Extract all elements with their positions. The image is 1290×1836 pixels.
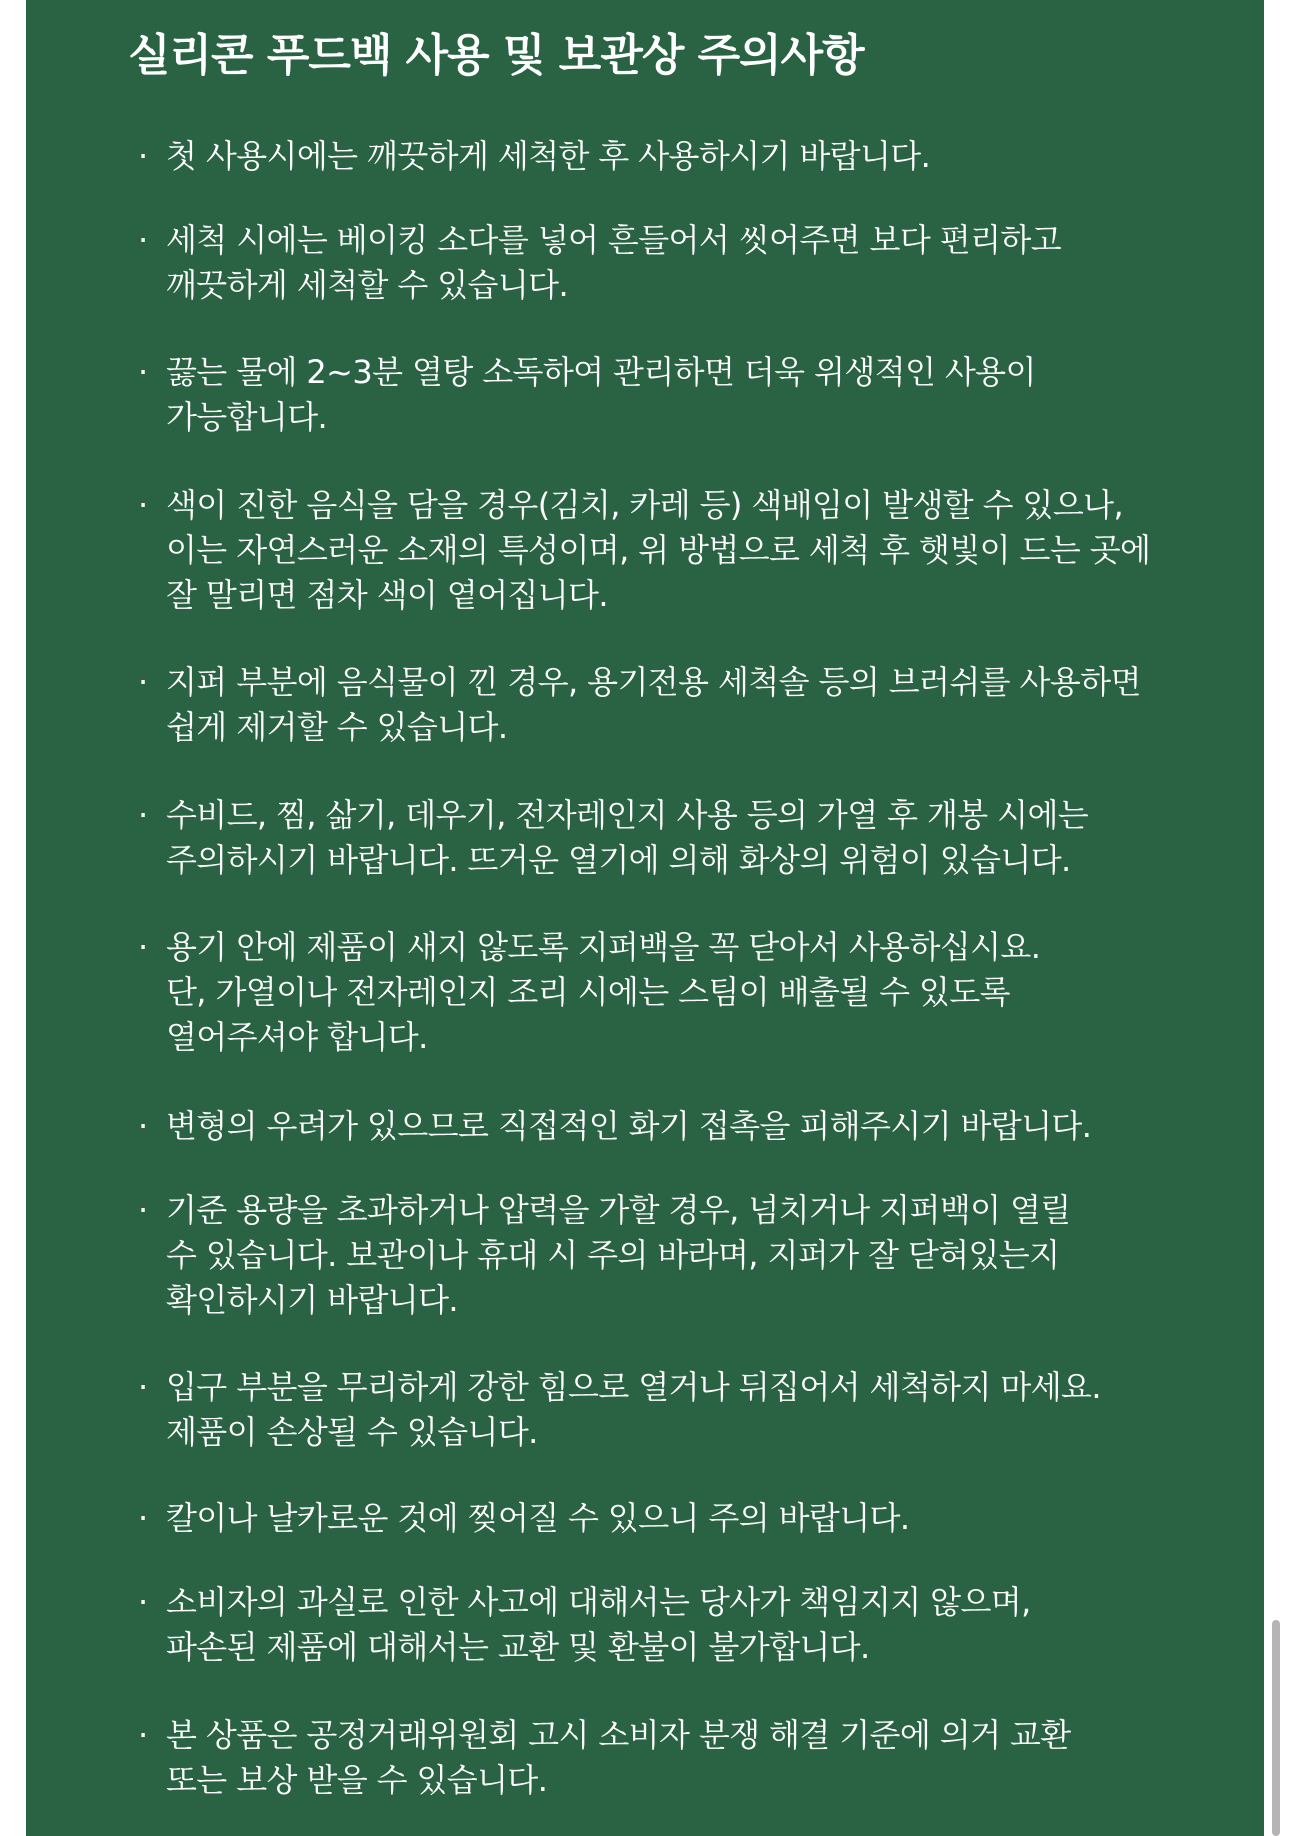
notice-item-line: 수 있습니다. 보관이나 휴대 시 주의 바라며, 지퍼가 잘 닫혀있는지 <box>166 1236 1060 1274</box>
notice-item-line: 본 상품은 공정거래위원회 고시 소비자 분쟁 해결 기준에 의거 교환 <box>166 1716 1071 1754</box>
bullet-mark: · <box>138 1499 148 1537</box>
bullet-mark: · <box>138 486 148 524</box>
bullet-mark: · <box>138 1716 148 1754</box>
notice-item-line: 주의하시기 바랍니다. 뜨거운 열기에 의해 화상의 위험이 있습니다. <box>166 841 1071 879</box>
notice-item <box>138 1713 1248 1803</box>
notice-item <box>138 134 1248 179</box>
notice-item <box>138 1496 1248 1541</box>
notice-item-line: 지퍼 부분에 음식물이 낀 경우, 용기전용 세척솔 등의 브러쉬를 사용하면 <box>166 663 1141 701</box>
notice-item-line: 단, 가열이나 전자레인지 조리 시에는 스팀이 배출될 수 있도록 <box>166 973 1010 1011</box>
notice-item-line: 기준 용량을 초과하거나 압력을 가할 경우, 넘치거나 지퍼백이 열릴 <box>166 1191 1071 1229</box>
notice-item <box>138 1580 1248 1670</box>
bullet-mark: · <box>138 663 148 701</box>
notice-item <box>138 1188 1248 1323</box>
notice-item-line: 쉽게 제거할 수 있습니다. <box>166 708 508 746</box>
notice-item <box>138 350 1248 440</box>
notice-item <box>138 483 1248 618</box>
notice-item-line: 잘 말리면 점차 색이 옅어집니다. <box>166 576 608 614</box>
notice-item-line: 칼이나 날카로운 것에 찢어질 수 있으니 주의 바랍니다. <box>166 1499 910 1537</box>
notice-item-line: 깨끗하게 세척할 수 있습니다. <box>166 266 569 304</box>
notice-item-line: 입구 부분을 무리하게 강한 힘으로 열거나 뒤집어서 세척하지 마세요. <box>166 1368 1101 1406</box>
notice-item-line: 세척 시에는 베이킹 소다를 넣어 흔들어서 씻어주면 보다 편리하고 <box>166 221 1062 259</box>
notice-item <box>138 925 1248 1060</box>
notice-item-line: 이는 자연스러운 소재의 특성이며, 위 방법으로 세척 후 햇빛이 드는 곳에 <box>166 531 1151 569</box>
bullet-mark: · <box>138 928 148 966</box>
notice-item-line: 제품이 손상될 수 있습니다. <box>166 1413 538 1451</box>
notice-item-line: 또는 보상 받을 수 있습니다. <box>166 1761 548 1799</box>
notice-title: 실리콘 푸드백 사용 및 보관상 주의사항 <box>128 30 864 81</box>
notice-item-line: 용기 안에 제품이 새지 않도록 지퍼백을 꼭 닫아서 사용하십시요. <box>166 928 1041 966</box>
bullet-mark: · <box>138 137 148 175</box>
notice-item-line: 소비자의 과실로 인한 사고에 대해서는 당사가 책임지지 않으며, <box>166 1583 1031 1621</box>
bullet-mark: · <box>138 353 148 391</box>
notice-item <box>138 1104 1248 1149</box>
notice-item-line: 파손된 제품에 대해서는 교환 및 환불이 불가합니다. <box>166 1628 870 1666</box>
notice-item <box>138 218 1248 308</box>
notice-item-line: 색이 진한 음식을 담을 경우(김치, 카레 등) 색배임이 발생할 수 있으나, <box>166 486 1124 524</box>
notice-item-line: 변형의 우려가 있으므로 직접적인 화기 접촉을 피해주시기 바랍니다. <box>166 1107 1092 1145</box>
notice-item <box>138 1365 1248 1455</box>
bullet-mark: · <box>138 796 148 834</box>
notice-item-line: 첫 사용시에는 깨끗하게 세척한 후 사용하시기 바랍니다. <box>166 137 931 175</box>
notice-item <box>138 793 1248 883</box>
bullet-mark: · <box>138 221 148 259</box>
notice-panel <box>26 0 1264 1836</box>
vertical-scrollbar[interactable] <box>1272 1620 1280 1836</box>
notice-item-line: 가능합니다. <box>166 398 328 436</box>
bullet-mark: · <box>138 1107 148 1145</box>
notice-item-line: 수비드, 찜, 삶기, 데우기, 전자레인지 사용 등의 가열 후 개봉 시에는 <box>166 796 1089 834</box>
bullet-mark: · <box>138 1191 148 1229</box>
bullet-mark: · <box>138 1368 148 1406</box>
notice-item-line: 열어주셔야 합니다. <box>166 1018 428 1056</box>
notice-item-line: 끓는 물에 2~3분 열탕 소독하여 관리하면 더욱 위생적인 사용이 <box>166 353 1036 391</box>
notice-item-line: 확인하시기 바랍니다. <box>166 1281 458 1319</box>
bullet-mark: · <box>138 1583 148 1621</box>
notice-item <box>138 660 1248 750</box>
